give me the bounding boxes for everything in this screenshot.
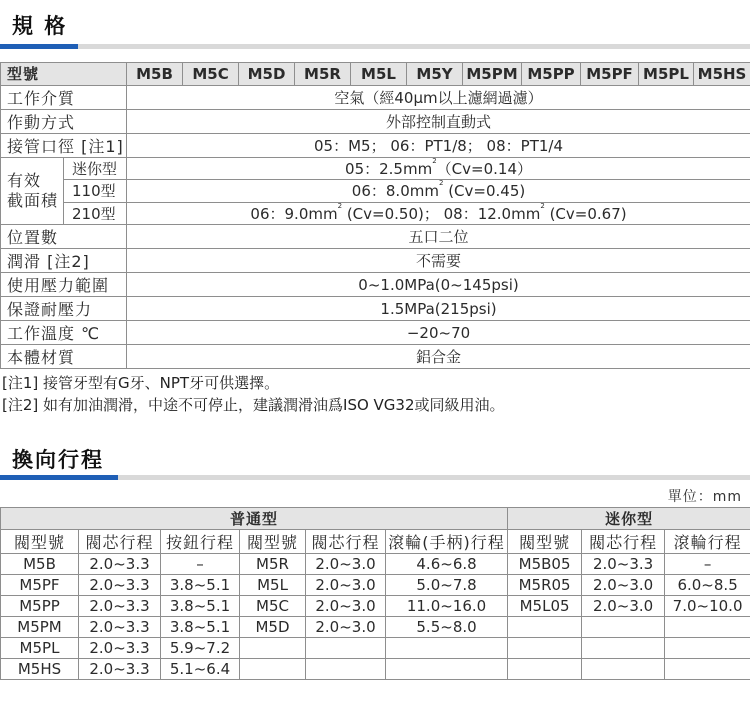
table-cell	[240, 659, 306, 680]
spec-row-temperature	[1, 321, 750, 345]
model-header-label: 型號	[1, 63, 127, 86]
column-header: 滾輪(手柄)行程	[386, 530, 508, 554]
spec-section-title: 規 格	[12, 14, 68, 38]
effective-area-label-line2: 截面積	[7, 190, 59, 210]
table-cell	[582, 638, 665, 659]
column-header: 滾輪行程	[665, 530, 750, 554]
spec-section-accent	[0, 44, 78, 49]
table-cell: 6.0~8.5	[665, 575, 750, 596]
spec-row-area-110	[1, 180, 750, 203]
table-cell: M5L	[240, 575, 306, 596]
table-cell: M5B	[1, 554, 79, 575]
table-cell: 2.0~3.3	[582, 554, 665, 575]
spec-row-actuation	[1, 109, 750, 133]
spec-label: 接管口徑 [注1]	[1, 133, 127, 157]
spec-header-row	[1, 63, 750, 86]
spec-value: 不需要	[127, 249, 750, 273]
spec-label: 潤滑 [注2]	[1, 249, 127, 273]
stroke-section-rule	[0, 475, 750, 480]
model-header-cell: M5PM	[463, 63, 522, 86]
stroke-body	[1, 554, 750, 680]
group-mini: 迷你型	[508, 508, 750, 530]
table-cell: 5.9~7.2	[161, 638, 240, 659]
spec-table	[0, 62, 750, 369]
area-value: 06：$8.0mm^2$ (Cv=0.45)	[127, 180, 750, 203]
spec-section-rule	[0, 44, 750, 49]
table-cell: M5R	[240, 554, 306, 575]
table-cell: 2.0~3.3	[79, 554, 161, 575]
table-cell: 3.8~5.1	[161, 575, 240, 596]
table-cell	[665, 638, 750, 659]
table-cell: 3.8~5.1	[161, 596, 240, 617]
table-cell: 2.0~3.0	[306, 575, 386, 596]
table-cell: 5.1~6.4	[161, 659, 240, 680]
spec-value: 空氣（經40μm以上濾網過濾）	[127, 85, 750, 109]
table-cell: M5PP	[1, 596, 79, 617]
spec-label: 位置數	[1, 225, 127, 249]
spec-value: 五口二位	[127, 225, 750, 249]
table-cell: M5C	[240, 596, 306, 617]
table-cell: –	[665, 554, 750, 575]
area-sub-label: 210型	[64, 202, 127, 225]
column-header: 閥型號	[240, 530, 306, 554]
table-cell: M5PF	[1, 575, 79, 596]
model-header-cell: M5HS	[694, 63, 750, 86]
table-cell: 2.0~3.3	[79, 638, 161, 659]
model-header-cell: M5R	[295, 63, 351, 86]
table-cell: 2.0~3.3	[79, 617, 161, 638]
column-header: 閥芯行程	[582, 530, 665, 554]
model-header-cell: M5Y	[407, 63, 463, 86]
table-row	[1, 638, 750, 659]
spec-value: 0~1.0MPa(0~145psi)	[127, 273, 750, 297]
spec-row-area-mini	[1, 157, 750, 180]
spec-label: 作動方式	[1, 109, 127, 133]
stroke-table	[0, 507, 750, 680]
table-cell: 7.0~10.0	[665, 596, 750, 617]
spec-row-area-210	[1, 202, 750, 225]
table-cell: M5PL	[1, 638, 79, 659]
table-cell: M5L05	[508, 596, 582, 617]
table-cell: M5R05	[508, 575, 582, 596]
area-value: 06：$9.0mm^2$ (Cv=0.50)； 08：$12.0mm^2$ (Cv=0.67)	[127, 202, 750, 225]
table-cell	[665, 659, 750, 680]
table-cell: 3.8~5.1	[161, 617, 240, 638]
stroke-group-row	[1, 508, 750, 530]
table-cell: 4.6~6.8	[386, 554, 508, 575]
table-cell	[240, 638, 306, 659]
spec-label: 本體材質	[1, 345, 127, 369]
spec-value: 05：M5； 06：PT1/8； 08：PT1/4	[127, 133, 750, 157]
group-standard: 普通型	[1, 508, 508, 530]
table-cell	[665, 617, 750, 638]
column-header: 閥型號	[508, 530, 582, 554]
table-cell	[508, 638, 582, 659]
table-cell: M5B05	[508, 554, 582, 575]
spec-row-medium	[1, 85, 750, 109]
table-cell: 11.0~16.0	[386, 596, 508, 617]
model-header-cell: M5C	[183, 63, 239, 86]
table-cell: –	[161, 554, 240, 575]
unit-label: 單位：mm	[667, 489, 742, 505]
table-row	[1, 596, 750, 617]
model-header-cell: M5B	[127, 63, 183, 86]
table-cell: 2.0~3.3	[79, 575, 161, 596]
model-header-cell: M5D	[239, 63, 295, 86]
spec-label: 工作溫度 ℃	[1, 321, 127, 345]
column-header: 閥型號	[1, 530, 79, 554]
table-cell: M5D	[240, 617, 306, 638]
spec-value: 鋁合金	[127, 345, 750, 369]
effective-area-label	[1, 157, 64, 225]
table-cell: 2.0~3.0	[582, 575, 665, 596]
column-header: 按鈕行程	[161, 530, 240, 554]
table-cell: 2.0~3.3	[79, 659, 161, 680]
spec-row-lubrication	[1, 249, 750, 273]
area-sub-label: 110型	[64, 180, 127, 203]
table-row	[1, 554, 750, 575]
table-cell: 2.0~3.0	[582, 596, 665, 617]
model-header-cell: M5PP	[522, 63, 581, 86]
spec-value: 外部控制直動式	[127, 109, 750, 133]
spec-value: 1.5MPa(215psi)	[127, 297, 750, 321]
spec-row-port	[1, 133, 750, 157]
model-header-cell: M5PF	[581, 63, 639, 86]
spec-label: 使用壓力範圍	[1, 273, 127, 297]
note-2: [注2] 如有加油潤滑，中途不可停止，建議潤滑油爲ISO VG32或同級用油。	[2, 396, 505, 414]
table-row	[1, 575, 750, 596]
table-cell	[386, 638, 508, 659]
area-sub-label: 迷你型	[64, 157, 127, 180]
column-header: 閥芯行程	[306, 530, 386, 554]
spec-row-pressure-range	[1, 273, 750, 297]
table-cell: 5.0~7.8	[386, 575, 508, 596]
spec-label: 工作介質	[1, 85, 127, 109]
table-cell	[582, 617, 665, 638]
spec-row-body-material	[1, 345, 750, 369]
table-cell: M5HS	[1, 659, 79, 680]
table-cell: 5.5~8.0	[386, 617, 508, 638]
table-cell: 2.0~3.0	[306, 554, 386, 575]
table-cell	[306, 659, 386, 680]
table-cell: 2.0~3.3	[79, 596, 161, 617]
table-cell: M5PM	[1, 617, 79, 638]
stroke-section-accent	[0, 475, 118, 480]
stroke-column-row	[1, 530, 750, 554]
table-cell: 2.0~3.0	[306, 596, 386, 617]
table-cell	[508, 617, 582, 638]
table-cell	[386, 659, 508, 680]
note-1: [注1] 接管牙型有G牙、NPT牙可供選擇。	[2, 374, 280, 392]
spec-value: −20~70	[127, 321, 750, 345]
column-header: 閥芯行程	[79, 530, 161, 554]
model-header-cell: M5PL	[639, 63, 694, 86]
effective-area-label-line1: 有效	[7, 170, 42, 190]
area-value: 05：$2.5mm^2(Cv=0.14)$	[127, 157, 750, 180]
table-row	[1, 617, 750, 638]
table-cell: 2.0~3.0	[306, 617, 386, 638]
spec-row-proof-pressure	[1, 297, 750, 321]
table-cell	[306, 638, 386, 659]
table-cell	[582, 659, 665, 680]
stroke-section-title: 換向行程	[12, 448, 104, 472]
table-row	[1, 659, 750, 680]
model-header-cell: M5L	[351, 63, 407, 86]
spec-label: 保證耐壓力	[1, 297, 127, 321]
table-cell	[508, 659, 582, 680]
spec-row-positions	[1, 225, 750, 249]
